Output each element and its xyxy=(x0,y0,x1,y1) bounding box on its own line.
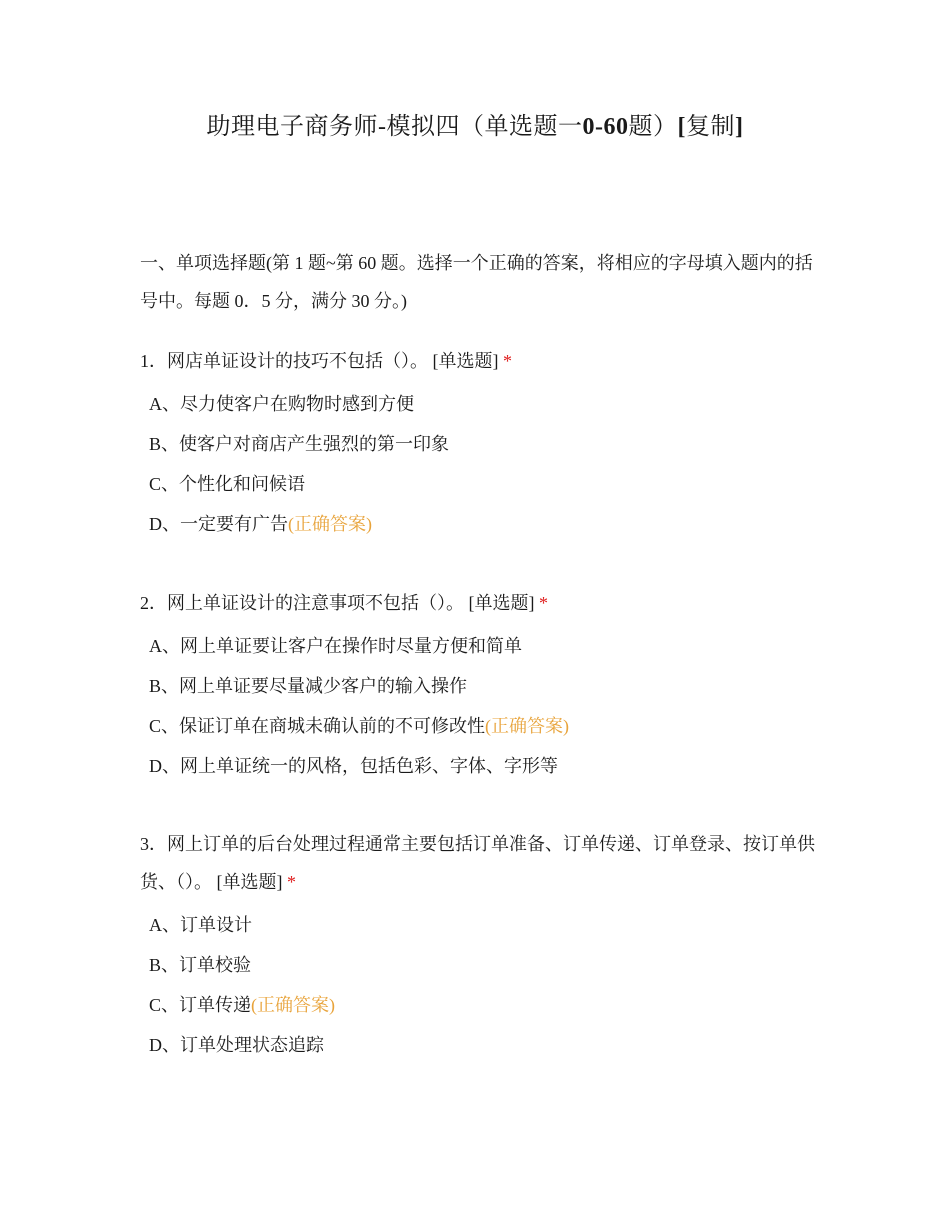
question-title xyxy=(140,584,820,622)
option-text: B、订单校验 xyxy=(149,955,252,975)
required-star-icon: * xyxy=(539,593,548,613)
title-bracket-open: [ xyxy=(677,114,686,140)
copy-label: 复制 xyxy=(686,114,735,140)
option-text: C、个性化和问候语 xyxy=(149,474,306,494)
required-star-icon: * xyxy=(287,872,296,892)
correct-answer-label: (正确答案) xyxy=(288,514,372,534)
question-title xyxy=(140,825,820,901)
option-c[interactable] xyxy=(140,985,820,1025)
option-b[interactable] xyxy=(140,424,820,464)
option-a[interactable] xyxy=(140,905,820,945)
page-title xyxy=(0,108,950,146)
question-type: [单选题] xyxy=(216,872,283,892)
option-b[interactable] xyxy=(140,666,820,706)
question-text: 3．网上订单的后台处理过程通常主要包括订单准备、订单传递、订单登录、按订单供货、（）。 xyxy=(140,834,815,892)
correct-answer-label: (正确答案) xyxy=(251,995,336,1015)
question-title xyxy=(140,342,820,380)
options-list xyxy=(140,384,820,544)
question-2 xyxy=(140,584,820,786)
options-list xyxy=(140,626,820,786)
option-text: D、网上单证统一的风格，包括色彩、字体、字形等 xyxy=(149,756,558,776)
option-b[interactable] xyxy=(140,945,820,985)
option-d[interactable] xyxy=(140,1025,820,1065)
option-text: C、订单传递 xyxy=(149,995,252,1015)
question-3 xyxy=(140,825,820,1065)
required-star-icon: * xyxy=(503,351,512,371)
option-a[interactable] xyxy=(140,626,820,666)
question-type: [单选题] xyxy=(432,351,499,371)
question-1 xyxy=(140,342,820,544)
option-text: B、使客户对商店产生强烈的第一印象 xyxy=(149,434,450,454)
option-c[interactable] xyxy=(140,464,820,504)
option-text: D、一定要有广告 xyxy=(149,514,288,534)
option-text: B、网上单证要尽量减少客户的输入操作 xyxy=(149,676,468,696)
option-a[interactable] xyxy=(140,384,820,424)
options-list xyxy=(140,905,820,1065)
option-text: A、尽力使客户在购物时感到方便 xyxy=(149,394,414,414)
question-type: [单选题] xyxy=(468,593,535,613)
question-text: 1．网店单证设计的技巧不包括（）。 xyxy=(140,351,428,371)
correct-answer-label: (正确答案) xyxy=(485,716,570,736)
option-d[interactable] xyxy=(140,746,820,786)
option-text: D、订单处理状态追踪 xyxy=(149,1035,324,1055)
section-intro: 一、单项选择题(第 1 题~第 60 题。选择一个正确的答案，将相应的字母填入题内的括号中。每题 0．5 分，满分 30 分。) xyxy=(140,253,813,311)
option-c[interactable] xyxy=(140,706,820,746)
title-suffix: 题） xyxy=(628,114,678,140)
option-text: C、保证订单在商城未确认前的不可修改性 xyxy=(149,716,486,736)
title-text: 助理电子商务师-模拟四（单选题一 xyxy=(206,114,583,140)
option-d[interactable] xyxy=(140,504,820,544)
option-text: A、网上单证要让客户在操作时尽量方便和简单 xyxy=(149,636,522,656)
option-text: A、订单设计 xyxy=(149,915,252,935)
question-text: 2．网上单证设计的注意事项不包括（）。 xyxy=(140,593,464,613)
title-range: 0-60 xyxy=(582,114,629,140)
title-bracket-close: ] xyxy=(735,114,744,140)
